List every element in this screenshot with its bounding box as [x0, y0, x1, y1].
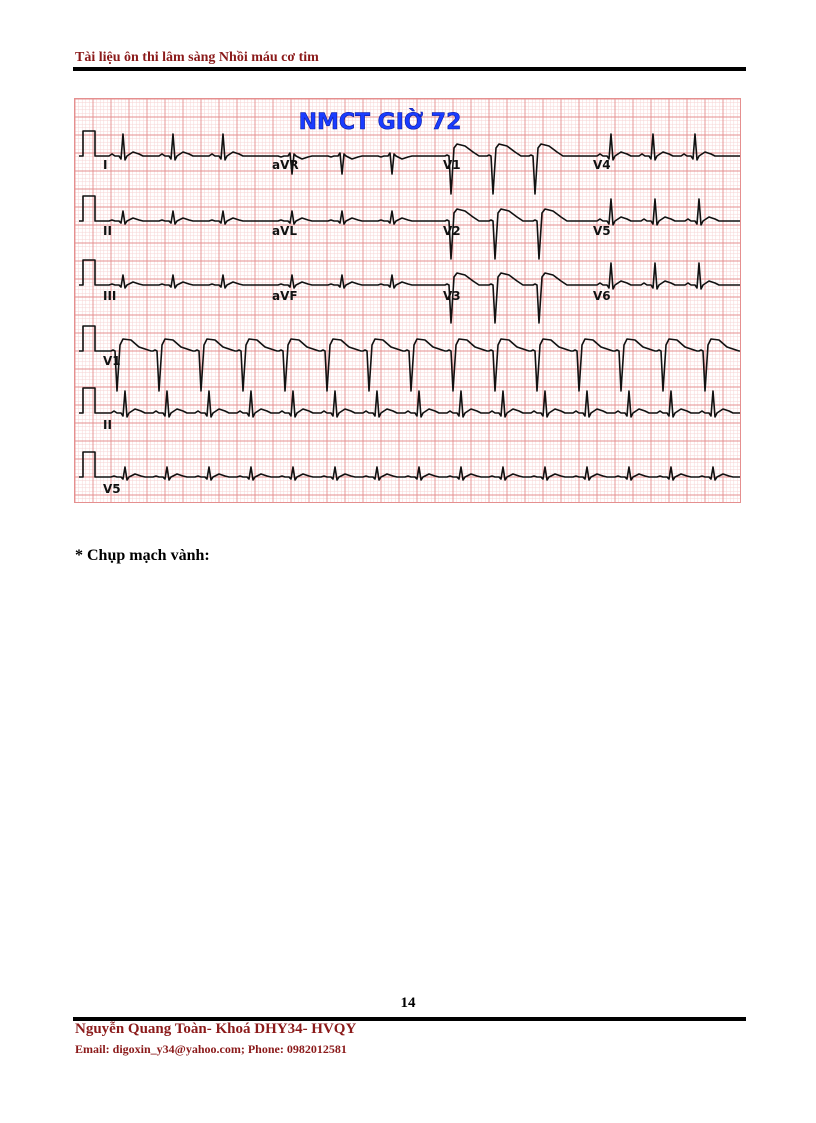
lead-label-iii: III — [103, 289, 117, 303]
lead-label-v5: V5 — [593, 224, 611, 238]
ecg-title: NMCT GIỜ 72 — [298, 110, 462, 135]
ecg-figure — [74, 98, 741, 503]
rhythm-label-v5: V5 — [103, 482, 121, 496]
rhythm-label-v1: V1 — [103, 354, 121, 368]
section-heading: * Chụp mạch vành: — [75, 547, 210, 564]
lead-label-v3: V3 — [443, 289, 461, 303]
footer-contact: Email: digoxin_y34@yahoo.com; Phone: 0982012581 — [75, 1042, 347, 1056]
lead-label-v1: V1 — [443, 158, 461, 172]
document-header-title: Tài liệu ôn thi lâm sàng Nhồi máu cơ tim — [75, 50, 319, 65]
lead-label-ii: II — [103, 224, 112, 238]
header-rule — [73, 67, 746, 71]
lead-label-v4: V4 — [593, 158, 611, 172]
footer-author: Nguyễn Quang Toàn- Khoá DHY34- HVQY — [75, 1021, 357, 1037]
lead-label-avf: aVF — [272, 289, 298, 303]
lead-label-v6: V6 — [593, 289, 611, 303]
ecg-chart — [75, 99, 740, 502]
lead-label-avl: aVL — [272, 224, 298, 238]
rhythm-label-ii: II — [103, 418, 112, 432]
page-number: 14 — [400, 995, 416, 1011]
lead-label-i: I — [103, 158, 108, 172]
lead-label-avr: aVR — [272, 158, 299, 172]
lead-label-v2: V2 — [443, 224, 461, 238]
